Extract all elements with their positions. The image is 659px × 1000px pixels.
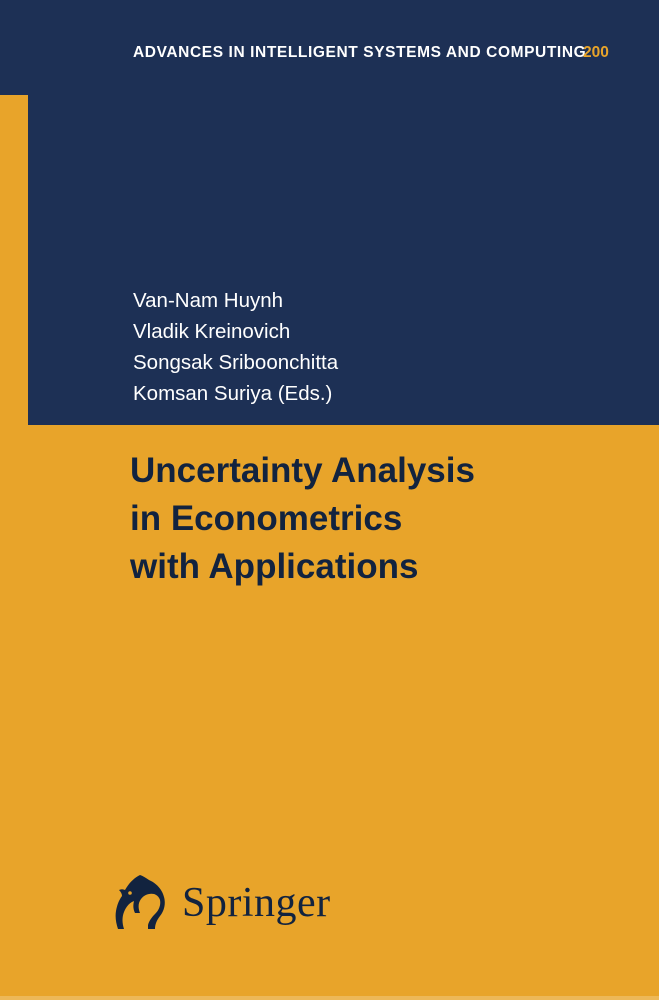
series-number: 200: [583, 44, 609, 61]
title-line: with Applications: [130, 547, 419, 586]
publisher-name: Springer: [182, 880, 331, 926]
page-edge: [0, 996, 659, 1000]
author-name: Songsak Sriboonchitta: [133, 351, 339, 374]
publisher-logo: [110, 872, 331, 934]
title-line: in Econometrics: [130, 499, 403, 538]
author-name: Van-Nam Huynh: [133, 289, 284, 312]
title-line: Uncertainty Analysis: [130, 451, 475, 490]
series-title: ADVANCES IN INTELLIGENT SYSTEMS AND COMPUTING: [133, 44, 587, 61]
springer-knight-icon: [110, 872, 168, 934]
author-name: Komsan Suriya (Eds.): [133, 382, 333, 405]
author-list: [133, 285, 338, 409]
spine-stripe: [0, 95, 28, 425]
book-title: [130, 447, 630, 591]
author-name: Vladik Kreinovich: [133, 320, 291, 343]
